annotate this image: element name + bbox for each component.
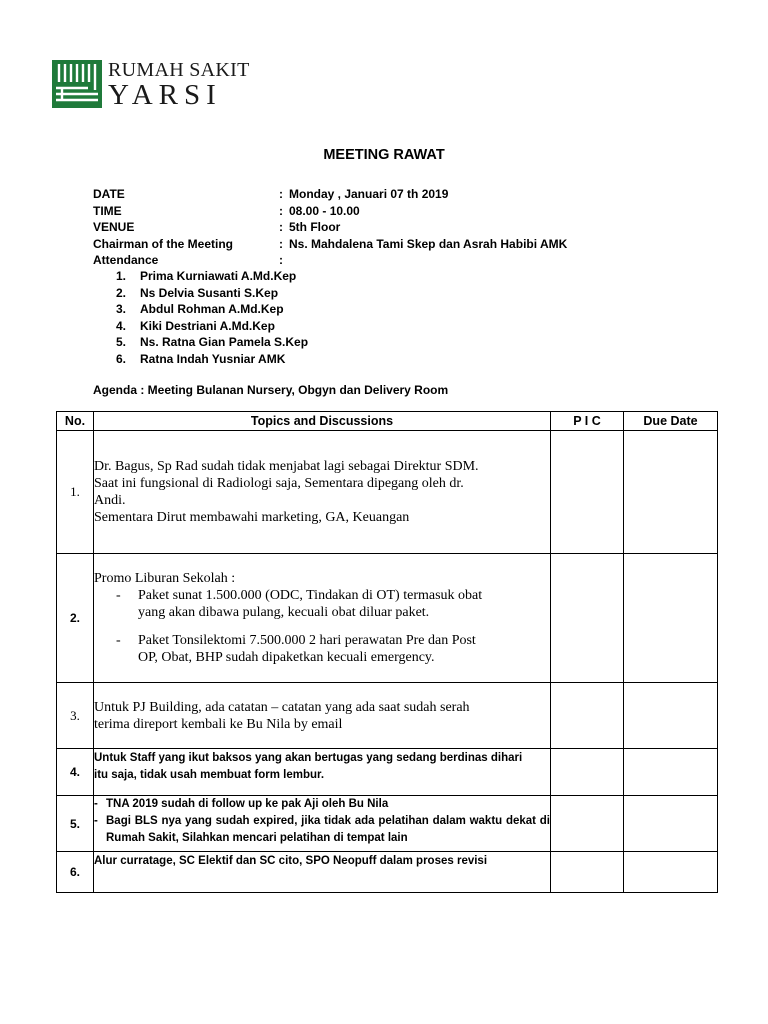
attendance-name: Ns Delvia Susanti S.Kep (140, 285, 279, 300)
due-date-cell (624, 683, 718, 749)
info-separator: : (279, 203, 283, 218)
logo-text-line1: RUMAH SAKIT (108, 59, 250, 81)
pic-cell (551, 554, 624, 683)
hospital-logo (52, 59, 250, 111)
header-due-date: Due Date (624, 412, 718, 431)
attendance-name: Prima Kurniawati A.Md.Kep (140, 269, 297, 283)
info-value: Ns. Mahdalena Tami Skep dan Asrah Habibi AMK (289, 236, 568, 251)
row-number: 5. (57, 796, 94, 852)
topic-line: Alur curratage, SC Elektif dan SC cito, SPO Neopuff dalam proses revisi (94, 855, 488, 867)
table-header-row (57, 412, 718, 431)
info-value: 08.00 - 10.00 (289, 203, 360, 218)
agenda-line: Agenda : Meeting Bulanan Nursery, Obgyn dan Delivery Room (93, 383, 449, 397)
topic-line: Untuk Staff yang ikut baksos yang akan bertugas yang sedang berdinas dihari (94, 752, 523, 764)
table-row (57, 852, 718, 893)
due-date-cell (624, 852, 718, 893)
bullet-dash: - (116, 588, 121, 603)
topic-bullet (94, 813, 550, 847)
attendance-number: 3. (116, 302, 127, 316)
row-number: 1. (57, 431, 94, 554)
topic-cell (94, 852, 551, 893)
topic-line: Saat ini fungsional di Radiologi saja, Sementara dipegang oleh dr. (94, 476, 464, 491)
bullet-text: TNA 2019 sudah di follow up ke pak Aji oleh Bu Nila (106, 798, 389, 810)
pic-cell (551, 431, 624, 554)
attendance-number: 4. (116, 318, 127, 333)
info-label: DATE (93, 187, 125, 201)
due-date-cell (624, 431, 718, 554)
yarsi-logo-icon (52, 60, 102, 108)
bullet-line: Paket Tonsilektomi 7.500.000 2 hari perawatan Pre dan Post (138, 633, 476, 648)
bullet-line: OP, Obat, BHP sudah dipaketkan kecuali emergency. (138, 650, 435, 665)
topic-bullet (94, 796, 550, 813)
topic-bullet (94, 632, 550, 666)
attendance-number: 1. (116, 269, 127, 283)
header-topics: Topics and Discussions (94, 412, 551, 431)
info-label: Chairman of the Meeting (93, 236, 234, 251)
topic-cell (94, 431, 551, 554)
topic-line: itu saja, tidak usah membuat form lembur. (94, 769, 325, 781)
due-date-cell (624, 554, 718, 683)
topic-bullet (94, 587, 550, 621)
row-number: 4. (57, 749, 94, 796)
info-separator: : (279, 253, 283, 267)
info-value: 5th Floor (289, 220, 341, 234)
attendance-name: Abdul Rohman A.Md.Kep (140, 302, 284, 316)
topic-cell (94, 554, 551, 683)
topic-intro: Promo Liburan Sekolah : (94, 571, 236, 586)
pic-cell (551, 852, 624, 893)
header-no: No. (57, 412, 94, 431)
bullet-line: yang akan dibawa pulang, kecuali obat diluar paket. (138, 605, 430, 620)
attendance-number: 5. (116, 335, 127, 349)
topic-cell (94, 749, 551, 796)
info-value: Monday , Januari 07 th 2019 (289, 187, 449, 201)
pic-cell (551, 749, 624, 796)
document-title: MEETING RAWAT (323, 147, 445, 163)
header-pic: P I C (551, 412, 624, 431)
table-row (57, 749, 718, 796)
bullet-dash: - (94, 798, 98, 810)
logo-text-line2: YARSI (108, 79, 222, 111)
info-separator: : (279, 220, 283, 234)
due-date-cell (624, 796, 718, 852)
topic-line: Sementara Dirut membawahi marketing, GA, Keuangan (94, 510, 410, 525)
due-date-cell (624, 749, 718, 796)
table-row (57, 554, 718, 683)
bullet-line: Paket sunat 1.500.000 (ODC, Tindakan di OT) termasuk obat (138, 588, 483, 603)
attendance-name: Kiki Destriani A.Md.Kep (140, 318, 275, 333)
bullet-dash: - (94, 815, 98, 827)
table-row (57, 796, 718, 852)
info-separator: : (279, 187, 283, 201)
topic-cell (94, 683, 551, 749)
row-number: 2. (57, 554, 94, 683)
topic-line: Dr. Bagus, Sp Rad sudah tidak menjabat lagi sebagai Direktur SDM. (94, 459, 479, 474)
pic-cell (551, 683, 624, 749)
info-label: TIME (93, 203, 122, 218)
bullet-dash: - (116, 633, 121, 648)
info-label: VENUE (93, 220, 135, 234)
table-row (57, 683, 718, 749)
minutes-table (56, 411, 718, 893)
attendance-number: 2. (116, 285, 127, 300)
attendance-name: Ns. Ratna Gian Pamela S.Kep (140, 335, 309, 349)
topic-line: Andi. (94, 493, 126, 508)
row-number: 3. (57, 683, 94, 749)
info-label: Attendance (93, 253, 159, 267)
attendance-number: 6. (116, 351, 127, 366)
bullet-text: Bagi BLS nya yang sudah expired, jika tidak ada pelatihan dalam waktu dekat di Rumah Sakit, Silahkan mencari pelatihan di tempat lain (106, 815, 550, 844)
topic-line: terima direport kembali ke Bu Nila by email (94, 716, 343, 732)
row-number: 6. (57, 852, 94, 893)
info-separator: : (279, 236, 283, 251)
table-row (57, 431, 718, 554)
pic-cell (551, 796, 624, 852)
attendance-name: Ratna Indah Yusniar AMK (140, 351, 286, 366)
topic-line: Untuk PJ Building, ada catatan – catatan yang ada saat sudah serah (94, 699, 470, 715)
topic-cell (94, 796, 551, 852)
